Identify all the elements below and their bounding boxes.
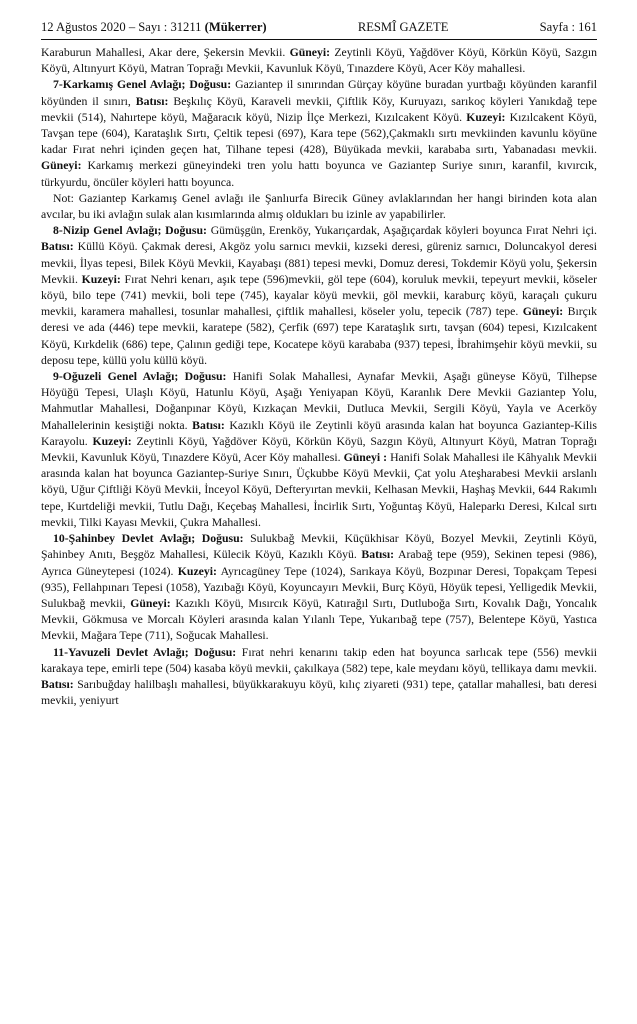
bold-heading-text: Güneyi: [289, 46, 331, 59]
paragraph-text: Fırat nehri kenarını takip eden hat boyunca sarlıcak tepe (556) mevkii karakaya tepe, emirli tepe (504) kasaba köyü mevkii, çakılkaya (582) tepe, kale meydanı köyü, tellikaya damı mevkii. [41, 645, 598, 675]
bold-heading-text: Kuzeyi: [81, 272, 121, 286]
paragraph-text: Sarıbuğday halilbaşlı mahallesi, büyükkarakuyu köyü, kılıç ziyareti (931) tepe, çatallar mahallesi, batı deresi mevkii, yeniyurt [41, 677, 597, 708]
bold-heading-text: 8-Nizip Genel Avlağı; Doğusu: [53, 224, 207, 238]
paragraph-text: Beşkılıç Köyü, Karaveli mevkii, Çiftlik Köy, Kuruyazı, sarıkoç köyleri Yanıkdağ tepe mevkii (514), Nahırtepe köyü, Mağaracık köyü, Nizip İlçe Merkezi, Kızılcakent Köyü. [41, 94, 597, 124]
paragraph-text: Kızılcakent Köyü, Tavşan tepe (604), Karataşlık Sırtı, Çeltik tepesi (697), Kara tepe (562),Çakmaklı sırtı mevkiinden kavunlu köyüne kadar Fırat nehri içinden geçen hat, Tilhane tepesi (428), Büyükada mevkii, karababa sırtı, Yabanadası mevkii. [41, 110, 597, 157]
paragraph [41, 223, 597, 369]
paragraph [41, 369, 597, 531]
paragraph-text: Kazıklı Köyü, Mısırcık Köyü, Katırağıl Sırtı, Dutluboğa Sırtı, Kovalık Dağı, Yoncalık Mevkii, Gökmusa ve Morcalı Köyleri arasında kalan Yılanlı Tepe, Yukarıbağ tepe (757), Belentepe Köyü, Yastıca Mevkii, Mağara Tepe (711), Soğucak Mahallesi. [41, 596, 597, 643]
bold-heading-text: Batısı: [41, 240, 74, 254]
bold-heading-text: Güneyi: [130, 596, 171, 610]
paragraph-text: Hanifi Solak Mahallesi, Aynafar Mevkii, Aşağı güneyse Köyü, Tilhepse Höyüğü Tepesi, Ulaşlı Köyü, Hatunlu Köyü, Aşağı Yeniyapan Köyü, Karanlık Dere Mevkii Gaziantep Yolu, Mahmutlar Mahallesi, Doğanpınar Köyü, Kızkaçan Mevkii, Dutluca Mevkii, Sergili Köyü, Yayla ve Acerköy Mahallelerinin kesiştiği nokta. [41, 370, 597, 432]
paragraph-text: Karaburun Mahallesi, Akar dere, Şekersin Mevkii. [41, 46, 290, 59]
document-body [41, 45, 597, 709]
bold-heading-text: Kuzeyi: [177, 564, 217, 578]
paragraph-text: Karkamış merkezi güneyindeki tren yolu hattı boyunca ve Gaziantep Suriye sınırı, karanfil, kıvırcık, türkyurdu, öncüler köyleri hattı boyunca. [41, 159, 597, 189]
paragraph [41, 191, 597, 223]
bold-heading-text: Güneyi: [522, 305, 564, 319]
paragraph-text: Zeytinli Köyü, Yağdöver Köyü, Körkün Köyü, Sazgın Köyü, Altınyurt Köyü, Matran Toprağı Mevkii, Kavunluk Köyü, Tınazdere Köyü, Acer Köy mahallesi. [41, 434, 598, 465]
paragraph-text: Küllü Köyü. Çakmak deresi, Akgöz yolu sarnıcı mevkii, kızseki deresi, güreniz sarnıcı, Doluncakyol deresi mevkii, İlyas tepesi, Bilek Köyü Mevkii, Kayabaşı (881) tepesi mevki, Domuz deresi, Tokdemir Köyü yolu, Şekersin Mevkii. [41, 240, 597, 286]
header-rule [41, 39, 597, 40]
paragraph [41, 531, 597, 644]
bold-heading-text: Batısı: [41, 677, 74, 691]
bold-heading-text: Kuzeyi: [466, 110, 506, 124]
bold-heading-text: Batısı: [192, 418, 225, 432]
bold-heading-text: 11-Yavuzeli Devlet Avlağı; Doğusu: [53, 645, 237, 659]
page-header [41, 20, 597, 35]
mukerrer-label: (Mükerrer) [204, 20, 267, 34]
paragraph-text: Arabağ tepe (959), Sekinen tepesi (986), Ayrıca Güneytepesi (1024). [41, 548, 597, 578]
paragraph-text: Zeytinli Köyü, Yağdöver Köyü, Körkün Köyü, Sazgın Köyü, Altınyurt Köyü, Matran Toprağı Mevkii, Kavunluk Köyü, Tınazdere Köyü, Acer Köy mahallesi. [41, 46, 597, 76]
bold-heading-text: 10-Şahinbey Devlet Avlağı; Doğusu: [53, 532, 244, 546]
bold-heading-text: Batısı: [361, 548, 395, 562]
paragraph-text: Hanifi Solak Mahallesi ile Kâhyalık Mevkii arasında kalan hat boyunca Gaziantep-Suriye Sınırı, Üçkubbe Köyü Mevkii, Çat yolu Ateşharabesi Mevkii arslanlı köyü, Uğur Çiftliği Köyü Mevkii, İnceyol Köyü, Defteryırtan mevkii, Kelhasan Mevkii, Haşhaş Mevkii, 644 Rakımlı tepe, Kurtdeliği mevkii, Tutlu Dağı, Keçebaş Mahallesi, İncirlik Sırtı, Yoğuntaş Köyü, Haleparkı Deresi, Kılcal sırtı mevkii, Tilki Kayası Mevkii, Çukra Mahallesi. [41, 451, 598, 529]
paragraph [41, 45, 597, 77]
bold-heading-text: Batısı: [135, 94, 169, 108]
bold-heading-text: Güneyi : [343, 451, 388, 465]
page-number: Sayfa : 161 [539, 20, 597, 34]
paragraph-text: Sulukbağ Mevkii, Küçükhisar Köyü, Bozyel Mevkii, Zeytinli Köyü, Şahinbey Anıtı, Beşgöz Mahallesi, Külecik Köyü, Kazıklı Köyü. [41, 532, 597, 562]
paragraph-text: Ayrıcagüney Tepe (1024), Sarıkaya Köyü, Bozpınar Deresi, Topakçam Tepesi (935), Fellahpınarı Tepesi (1058), Yazıbağı Köyü, Koyuncayırı Mevkii, Burç Köyü, Höyük tepesi, Yelligedik Mevkii, Sulukbağ mevkii, [41, 564, 598, 610]
issue-info [41, 20, 267, 35]
bold-heading-text: 7-Karkamış Genel Avlağı; Doğusu: [53, 78, 232, 92]
paragraph-text: Gaziantep il sınırından Gürçay köyüne buradan yurtbağı köyünden karanfil köyünden il sınırı, [41, 78, 597, 108]
gazette-name: RESMÎ GAZETE [357, 20, 449, 34]
paragraph-text: Not: Gaziantep Karkamış Genel avlağı ile Şanlıurfa Birecik Güney avlaklarından her hangi birinden kota alan avcılar, bu iki avlağın sulak alan kısımlarında almış oldukları bu izinle av yapabilirler. [41, 191, 597, 222]
issue-date-number: 12 Ağustos 2020 – Sayı : 31211 [41, 20, 205, 34]
paragraph-text: Gümüşgün, Erenköy, Yukarıçardak, Aşağıçardak köyleri boyunca Fırat Nehri içi. [206, 224, 597, 238]
bold-heading-text: Güneyi: [41, 159, 82, 173]
paragraph-text: Fırat Nehri kenarı, aşık tepe (596)mevkii, göl tepe (604), koruluk mevkii, tepeyurt mevkii, köseler köyü, bilo tepe (741) mevkii, boli tepe (745), kayalar köyü mevkii, göl mevkii, karaburç köyü, karaçalı çukuru mevkii, karamera mahallesi, tosunlar mahallesi, çiftlik mahallesi, köseler yolu, tepecik (787) tepe. [41, 272, 597, 319]
paragraph [41, 77, 597, 190]
bold-heading-text: Kuzeyi: [92, 434, 132, 448]
paragraph-text: Kazıklı Köyü ile Zeytinli köyü arasında kalan hat boyunca Gaziantep-Kilis Karayolu. [41, 418, 597, 448]
paragraph-text: Bırçık deresi ve ada (446) tepe mevkii, karatepe (582), Çerfik (697) tepe Karataşlık sırtı, tavşan (604) tepesi, Kızılcakent Köyü, Kırkdelik (686) tepe, Çalının gediği tepe, Kocatepe köyü karababa (937) tepesi, İbrahimşehir köyü mevkii, su deposu tepe, küllü yolu küllü köyü. [41, 305, 597, 367]
paragraph [41, 645, 597, 710]
bold-heading-text: 9-Oğuzeli Genel Avlağı; Doğusu: [53, 370, 227, 384]
